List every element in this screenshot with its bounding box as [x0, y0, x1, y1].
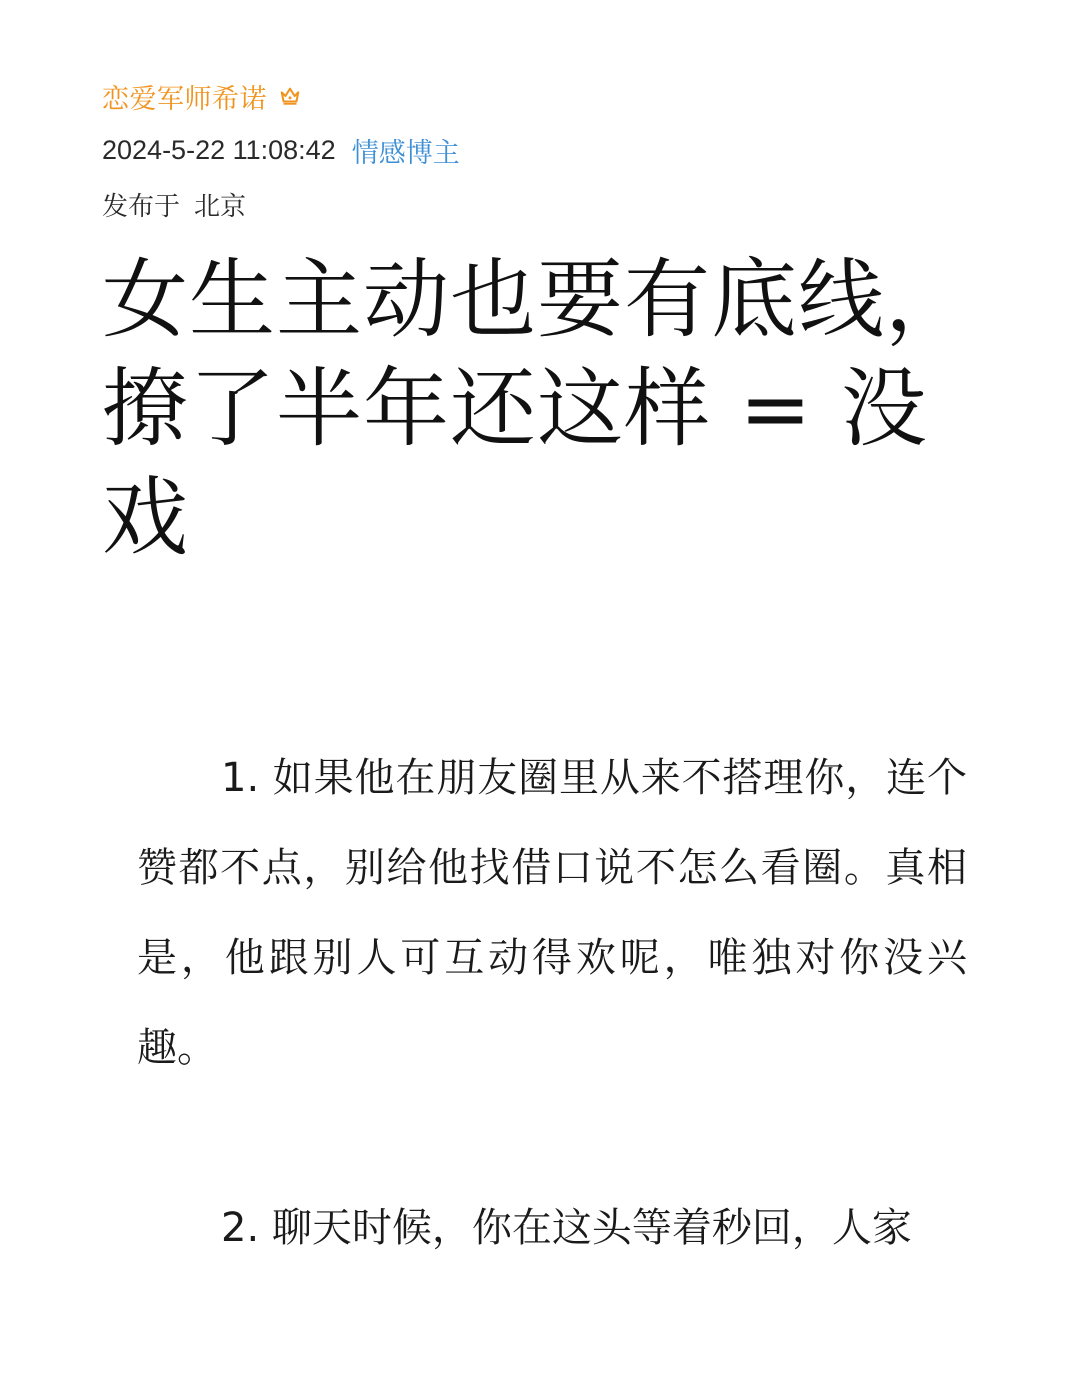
post-paragraph-1: 1. 如果他在朋友圈里从来不搭理你，连个赞都不点，别给他找借口说不怎么看圈。真相是，他跟别人可互动得欢呢，唯独对你没兴趣。	[137, 755, 967, 1071]
author-tag[interactable]: 情感博主	[351, 137, 460, 169]
post-paragraph-2: 2. 聊天时候，你在这头等着秒回，人家	[221, 1205, 912, 1251]
author-name[interactable]: 恋爱军师希诺	[102, 83, 267, 115]
crown-icon	[279, 85, 301, 107]
post-location	[102, 184, 246, 224]
author-row	[102, 74, 301, 118]
location-prefix: 发布于	[102, 191, 181, 222]
post-meta	[102, 130, 460, 170]
post-title: 女生主动也要有底线，撩了半年还这样 = 没戏	[102, 250, 972, 568]
post-timestamp: 2024-5-22 11:08:42	[102, 134, 336, 165]
location-city: 北京	[194, 191, 247, 222]
